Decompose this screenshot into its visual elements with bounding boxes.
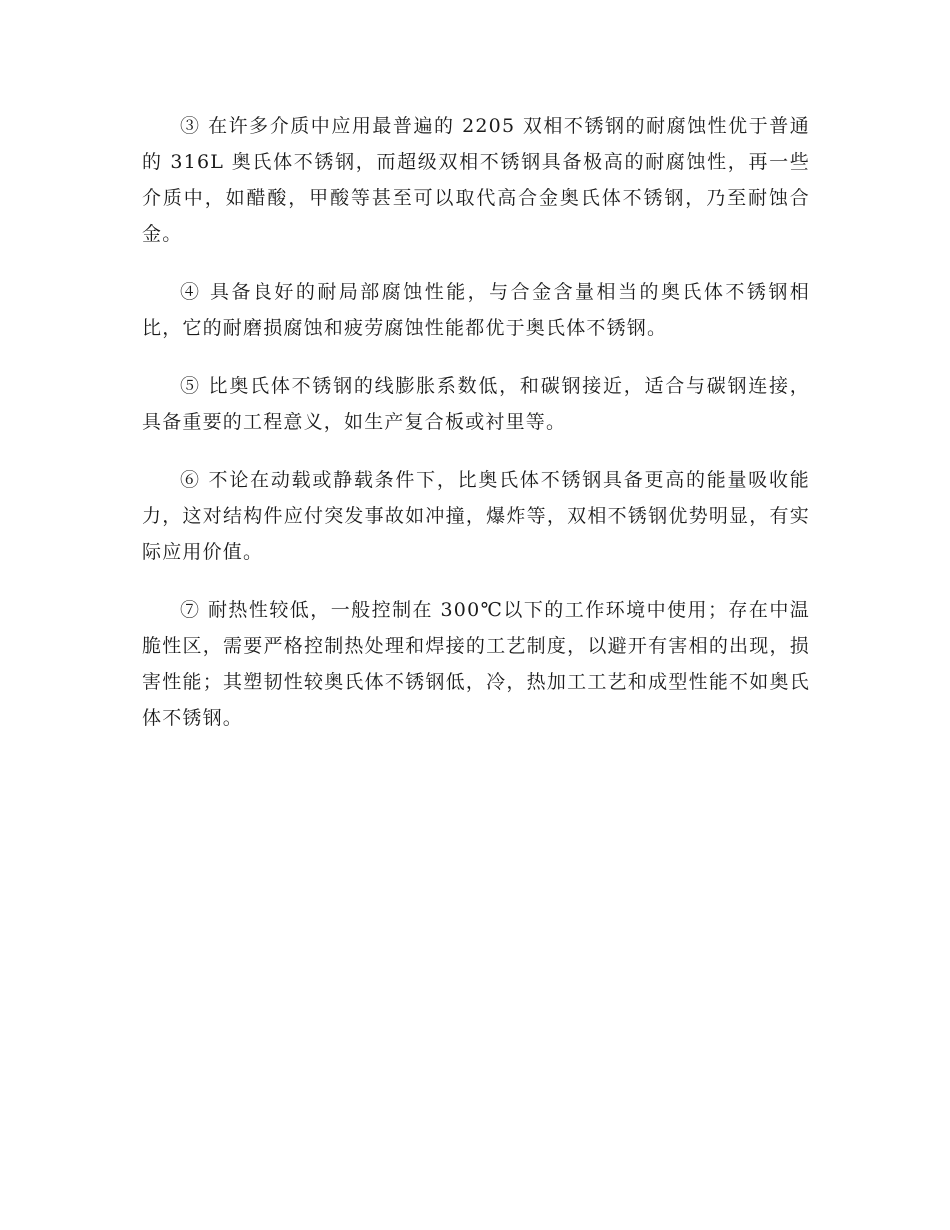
paragraph-item-3: ③ 在许多介质中应用最普遍的 2205 双相不锈钢的耐腐蚀性优于普通的 316L 奥氏体不锈钢，而超级双相不锈钢具备极高的耐腐蚀性，再一些介质中，如醋酸，甲酸等甚至可以取代高合金奥氏体不锈钢，乃至耐蚀合金。 [142, 115, 810, 245]
document-body [142, 108, 810, 758]
paragraph-item-6: ⑥ 不论在动载或静载条件下，比奥氏体不锈钢具备更高的能量吸收能力，这对结构件应付突发事故如冲撞，爆炸等，双相不锈钢优势明显，有实际应用价值。 [142, 469, 810, 563]
paragraph-item-5: ⑤ 比奥氏体不锈钢的线膨胀系数低，和碳钢接近，适合与碳钢连接，具备重要的工程意义，如生产复合板或衬里等。 [142, 375, 810, 433]
paragraph-item-4: ④ 具备良好的耐局部腐蚀性能，与合金含量相当的奥氏体不锈钢相比，它的耐磨损腐蚀和疲劳腐蚀性能都优于奥氏体不锈钢。 [142, 281, 810, 339]
paragraph-item-7: ⑦ 耐热性较低，一般控制在 300℃以下的工作环境中使用；存在中温脆性区，需要严格控制热处理和焊接的工艺制度，以避开有害相的出现，损害性能；其塑韧性较奥氏体不锈钢低，冷，热加工工艺和成型性能不如奥氏体不锈钢。 [142, 599, 810, 729]
